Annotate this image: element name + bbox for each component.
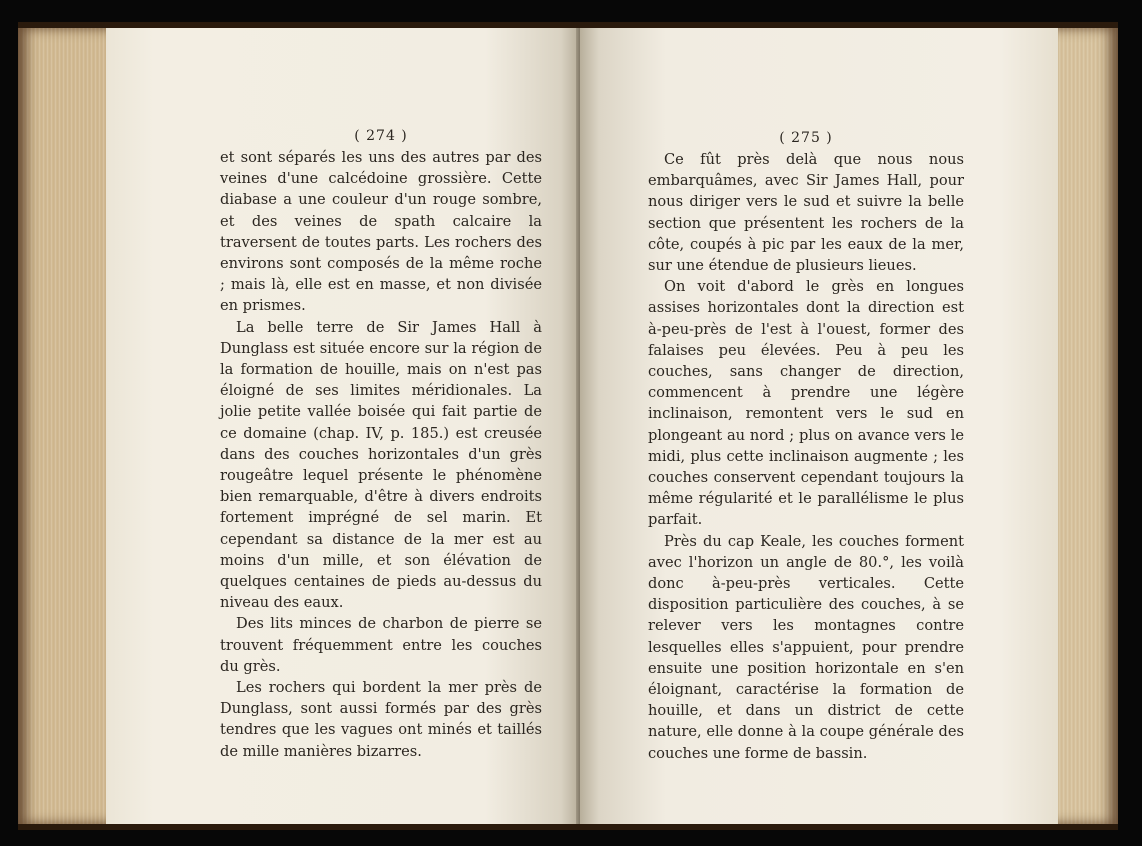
page-number-left: ( 274 )	[354, 128, 408, 144]
page-number-right: ( 275 )	[779, 130, 833, 146]
left-page-text	[220, 127, 542, 762]
right-page-edges	[1054, 28, 1118, 824]
paragraph: Des lits minces de charbon de pierre se trouvent fréquemment entre les couches du grès.	[220, 615, 542, 675]
paragraph: Près du cap Keale, les couches forment avec l'horizon un angle de 80.°, les voilà donc à-peu-près verticales. Cette disposition particulière des couches, à se relever vers les montagnes contre lesquelles elles s'appuient, pour prendre ensuite une position horizontale en s'en éloignant, caractérise la formation de houille, et dans un district de cette nature, elle donne à la coupe générale des couches une forme de bassin.	[648, 532, 964, 762]
right-page-text	[648, 129, 964, 764]
paragraph: On voit d'abord le grès en longues assises horizontales dont la direction est à-peu-près de l'est à l'ouest, former des falaises peu élevées. Peu à peu les couches, sans changer de direction, commencent à prendre une légère inclinaison, remontent vers le sud en plongeant au nord ; plus on avance vers le midi, plus cette inclinaison augmente ; les couches conservent cependant toujours la même régularité et le parallélisme le plus parfait.	[648, 278, 964, 529]
left-page	[106, 28, 580, 824]
left-page-edges	[18, 28, 110, 824]
open-book	[18, 22, 1118, 830]
paragraph: Les rochers qui bordent la mer près de Dunglass, sont aussi formés par des grès tendres que les vagues ont minés et taillés de mille manières bizarres.	[220, 679, 542, 760]
paragraph: Ce fût près delà que nous nous embarquâmes, avec Sir James Hall, pour nous diriger vers le sud et suivre la belle section que présentent les rochers de la côte, coupés à pic par les eaux de la mer, sur une étendue de plusieurs lieues.	[648, 151, 964, 275]
paragraph: La belle terre de Sir James Hall à Dunglass est située encore sur la région de la formation de houille, mais on n'est pas éloigné de ses limites méridionales. La jolie petite vallée boisée qui fait partie de ce domaine (chap. IV, p. 185.) est creusée dans des couches horizontales d'un grès rougeâtre lequel présente le phénomène bien remarquable, d'être à divers endroits fortement imprégné de sel marin. Et cependant sa distance de la mer est au moins d'un mille, et son élévation de quelques centaines de pieds au-dessus du niveau des eaux.	[220, 318, 542, 612]
paragraph: et sont séparés les uns des autres par des veines d'une calcédoine grossière. Cette diabase a une couleur d'un rouge sombre, et des veines de spath calcaire la traversent de toutes parts. Les rochers des environs sont composés de la même roche ; mais là, elle est en masse, et non divisée en prismes.	[220, 149, 542, 315]
right-page	[580, 28, 1058, 824]
